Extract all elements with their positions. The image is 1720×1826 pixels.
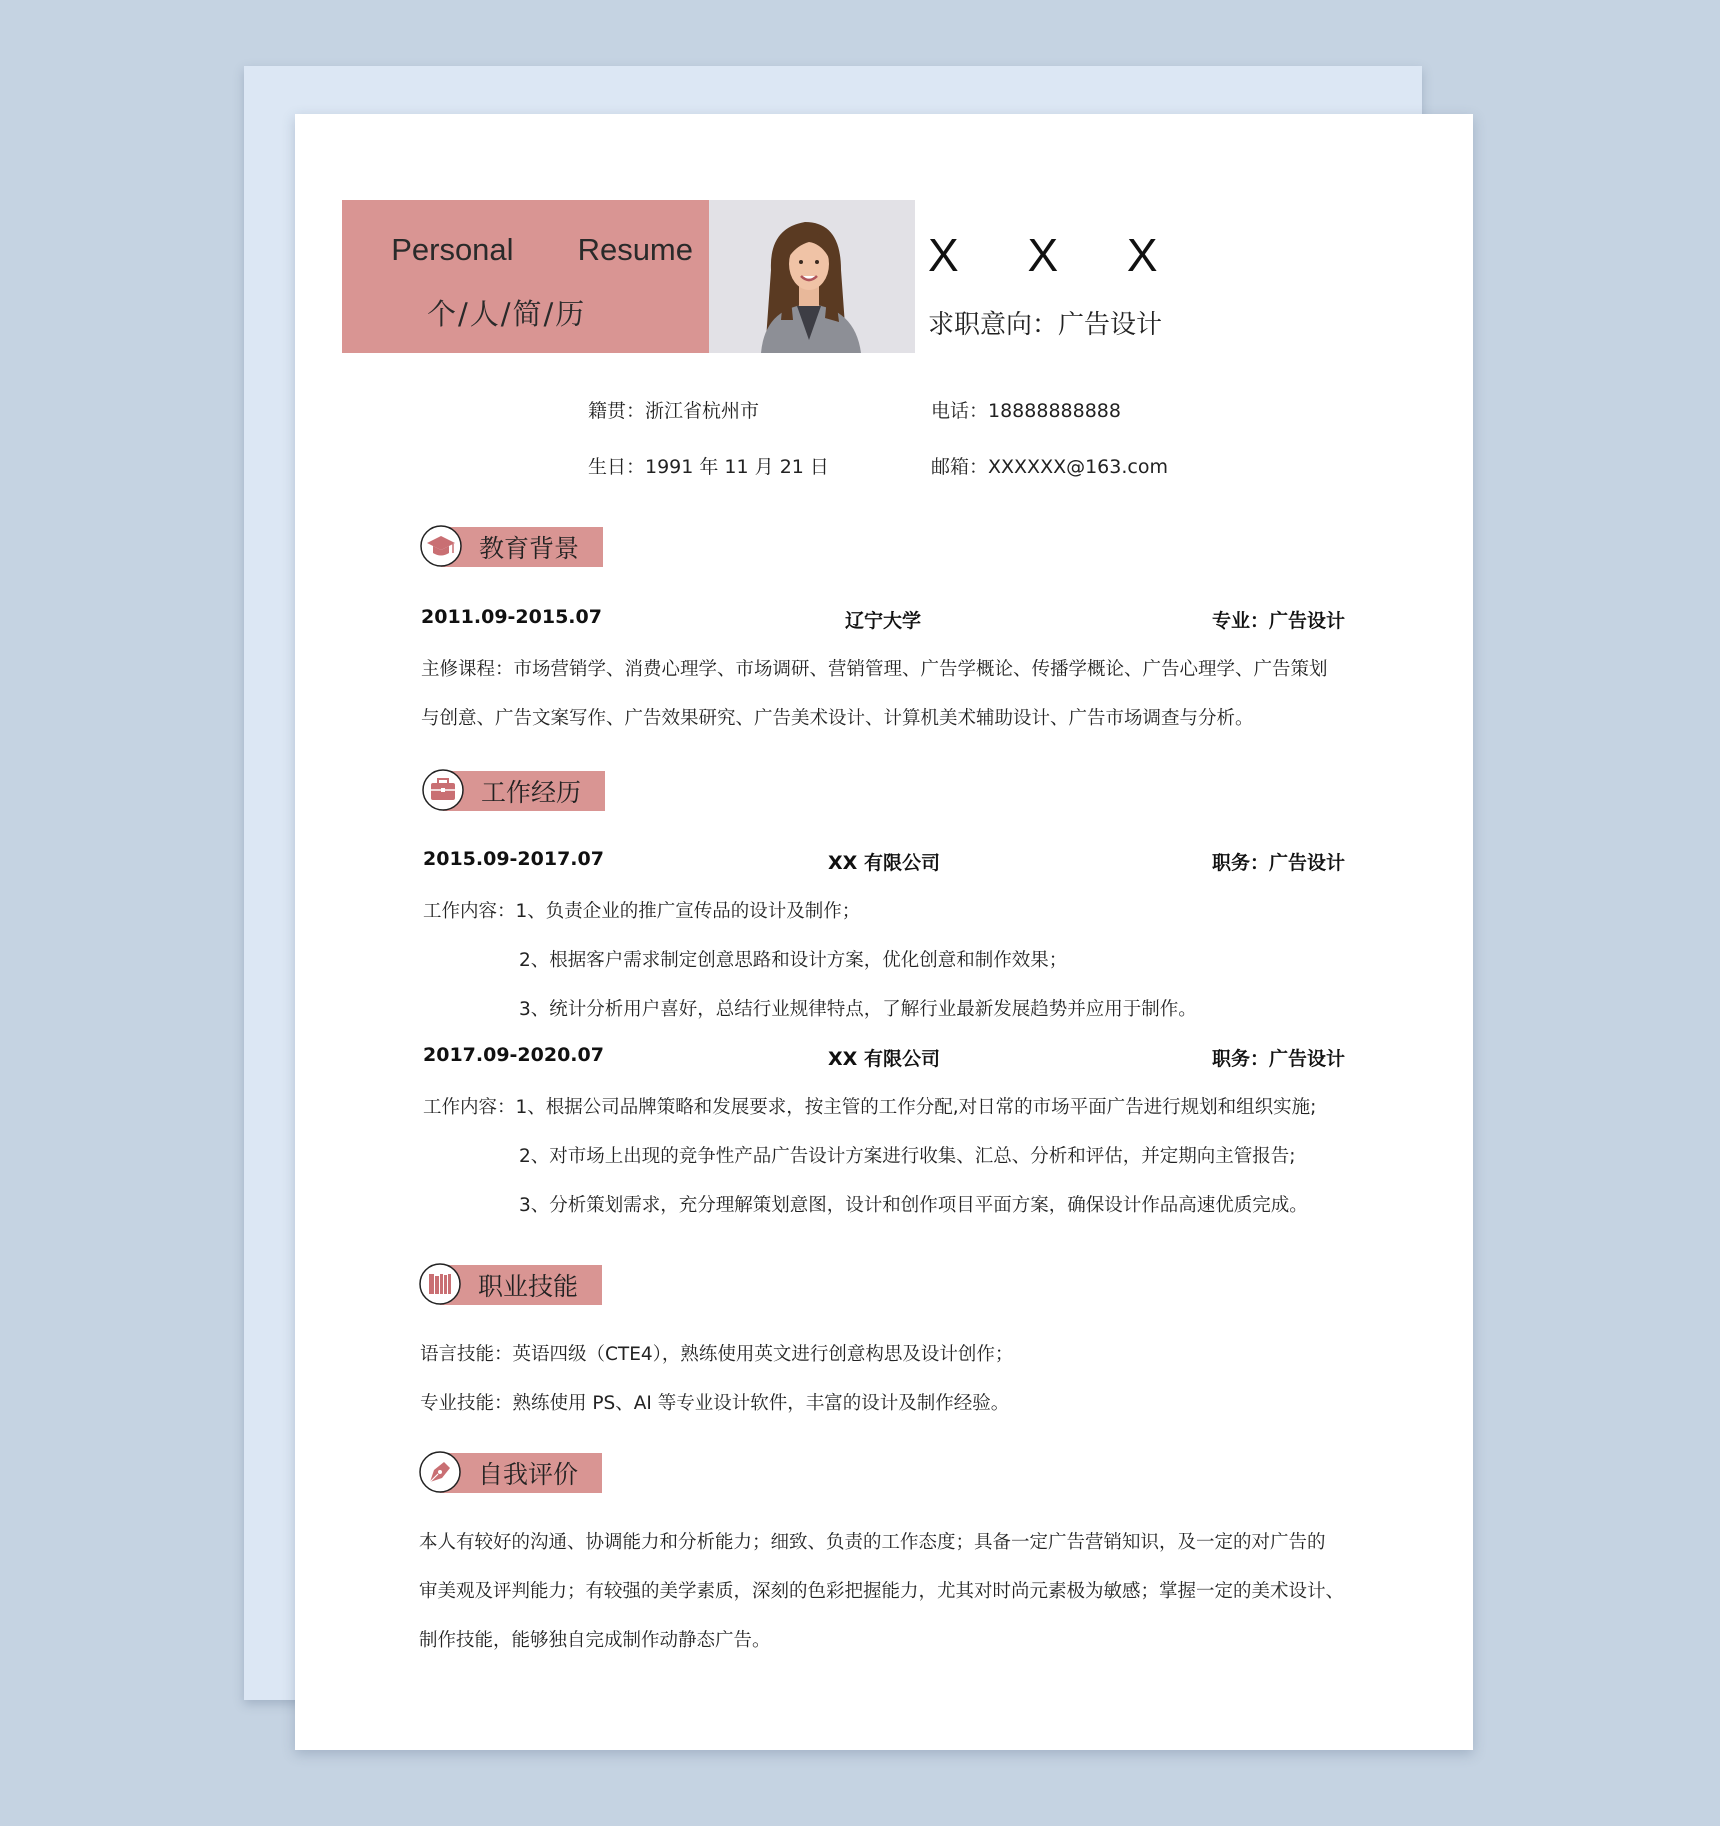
job-intent-label: 求职意向： bbox=[928, 310, 1059, 340]
education-major: 专业：广告设计 bbox=[1211, 610, 1345, 632]
portrait-image bbox=[709, 200, 915, 353]
job-company: XX 有限公司 bbox=[828, 1048, 940, 1070]
candidate-name: X X X bbox=[928, 229, 1186, 281]
job-intent-value: 广告设计 bbox=[1058, 310, 1163, 340]
job-duty-line: 3、统计分析用户喜好，总结行业规律特点，了解行业最新发展趋势并应用于制作。 bbox=[519, 999, 1197, 1020]
email: 邮箱：XXXXXX@163.com bbox=[931, 456, 1168, 478]
section-skills-title: 职业技能 bbox=[478, 1272, 579, 1301]
header-title-band bbox=[342, 200, 709, 353]
skill-line: 专业技能：熟练使用 PS、AI 等专业设计软件，丰富的设计及制作经验。 bbox=[420, 1393, 1010, 1414]
job-duty-line: 2、根据客户需求制定创意思路和设计方案，优化创意和制作效果； bbox=[519, 950, 1068, 971]
job-position: 职务：广告设计 bbox=[1211, 1048, 1345, 1070]
job-position: 职务：广告设计 bbox=[1211, 852, 1345, 874]
title-english bbox=[342, 232, 709, 268]
job-duty-line: 3、分析策划需求，充分理解策划意图，设计和创作项目平面方案，确保设计作品高速优质完成。 bbox=[519, 1195, 1308, 1216]
job-company: XX 有限公司 bbox=[828, 852, 940, 874]
birthday: 生日：1991 年 11 月 21 日 bbox=[588, 456, 829, 478]
native-place: 籍贯：浙江省杭州市 bbox=[588, 400, 760, 422]
job-period: 2017.09-2020.07 bbox=[423, 1044, 604, 1066]
self-eval-line: 本人有较好的沟通、协调能力和分析能力；细致、负责的工作态度；具备一定广告营销知识，及一定的对广告的 bbox=[419, 1532, 1326, 1553]
briefcase-icon bbox=[421, 768, 465, 812]
phone: 电话：18888888888 bbox=[931, 400, 1121, 422]
skill-line: 语言技能：英语四级（CTE4），熟练使用英文进行创意构思及设计创作； bbox=[420, 1344, 1014, 1365]
title-english-personal: Personal bbox=[391, 232, 514, 267]
resume-page bbox=[295, 114, 1473, 1750]
job-duty-line: 工作内容：1、根据公司品牌策略和发展要求，按主管的工作分配,对日常的市场平面广告进行规划和组织实施; bbox=[423, 1097, 1317, 1118]
education-courses-line-2: 与创意、广告文案写作、广告效果研究、广告美术设计、计算机美术辅助设计、广告市场调查与分析。 bbox=[421, 708, 1254, 729]
pen-nib-icon bbox=[418, 1450, 462, 1494]
education-school: 辽宁大学 bbox=[844, 610, 921, 632]
job-period: 2015.09-2017.07 bbox=[423, 848, 604, 870]
job-duty-line: 工作内容：1、负责企业的推广宣传品的设计及制作； bbox=[423, 901, 861, 922]
education-period: 2011.09-2015.07 bbox=[421, 606, 602, 628]
section-self-eval-title: 自我评价 bbox=[478, 1460, 579, 1489]
graduation-cap-icon bbox=[419, 524, 463, 568]
title-english-resume: Resume bbox=[577, 232, 693, 267]
books-icon bbox=[418, 1262, 462, 1306]
section-education-title: 教育背景 bbox=[479, 534, 580, 563]
profile-photo bbox=[709, 200, 915, 353]
self-eval-line: 审美观及评判能力；有较强的美学素质，深刻的色彩把握能力，尤其对时尚元素极为敏感；掌握一定的美术设计、 bbox=[419, 1581, 1345, 1602]
title-chinese: 个/人/简/历 bbox=[427, 297, 587, 331]
job-intent bbox=[928, 304, 1162, 341]
job-duty-line: 2、对市场上出现的竞争性产品广告设计方案进行收集、汇总、分析和评估，并定期向主管报告; bbox=[519, 1146, 1296, 1167]
section-work-title: 工作经历 bbox=[481, 778, 582, 807]
self-eval-line: 制作技能，能够独自完成制作动静态广告。 bbox=[419, 1630, 771, 1651]
education-courses-line-1: 主修课程：市场营销学、消费心理学、市场调研、营销管理、广告学概论、传播学概论、广告心理学、广告策划 bbox=[421, 659, 1328, 680]
